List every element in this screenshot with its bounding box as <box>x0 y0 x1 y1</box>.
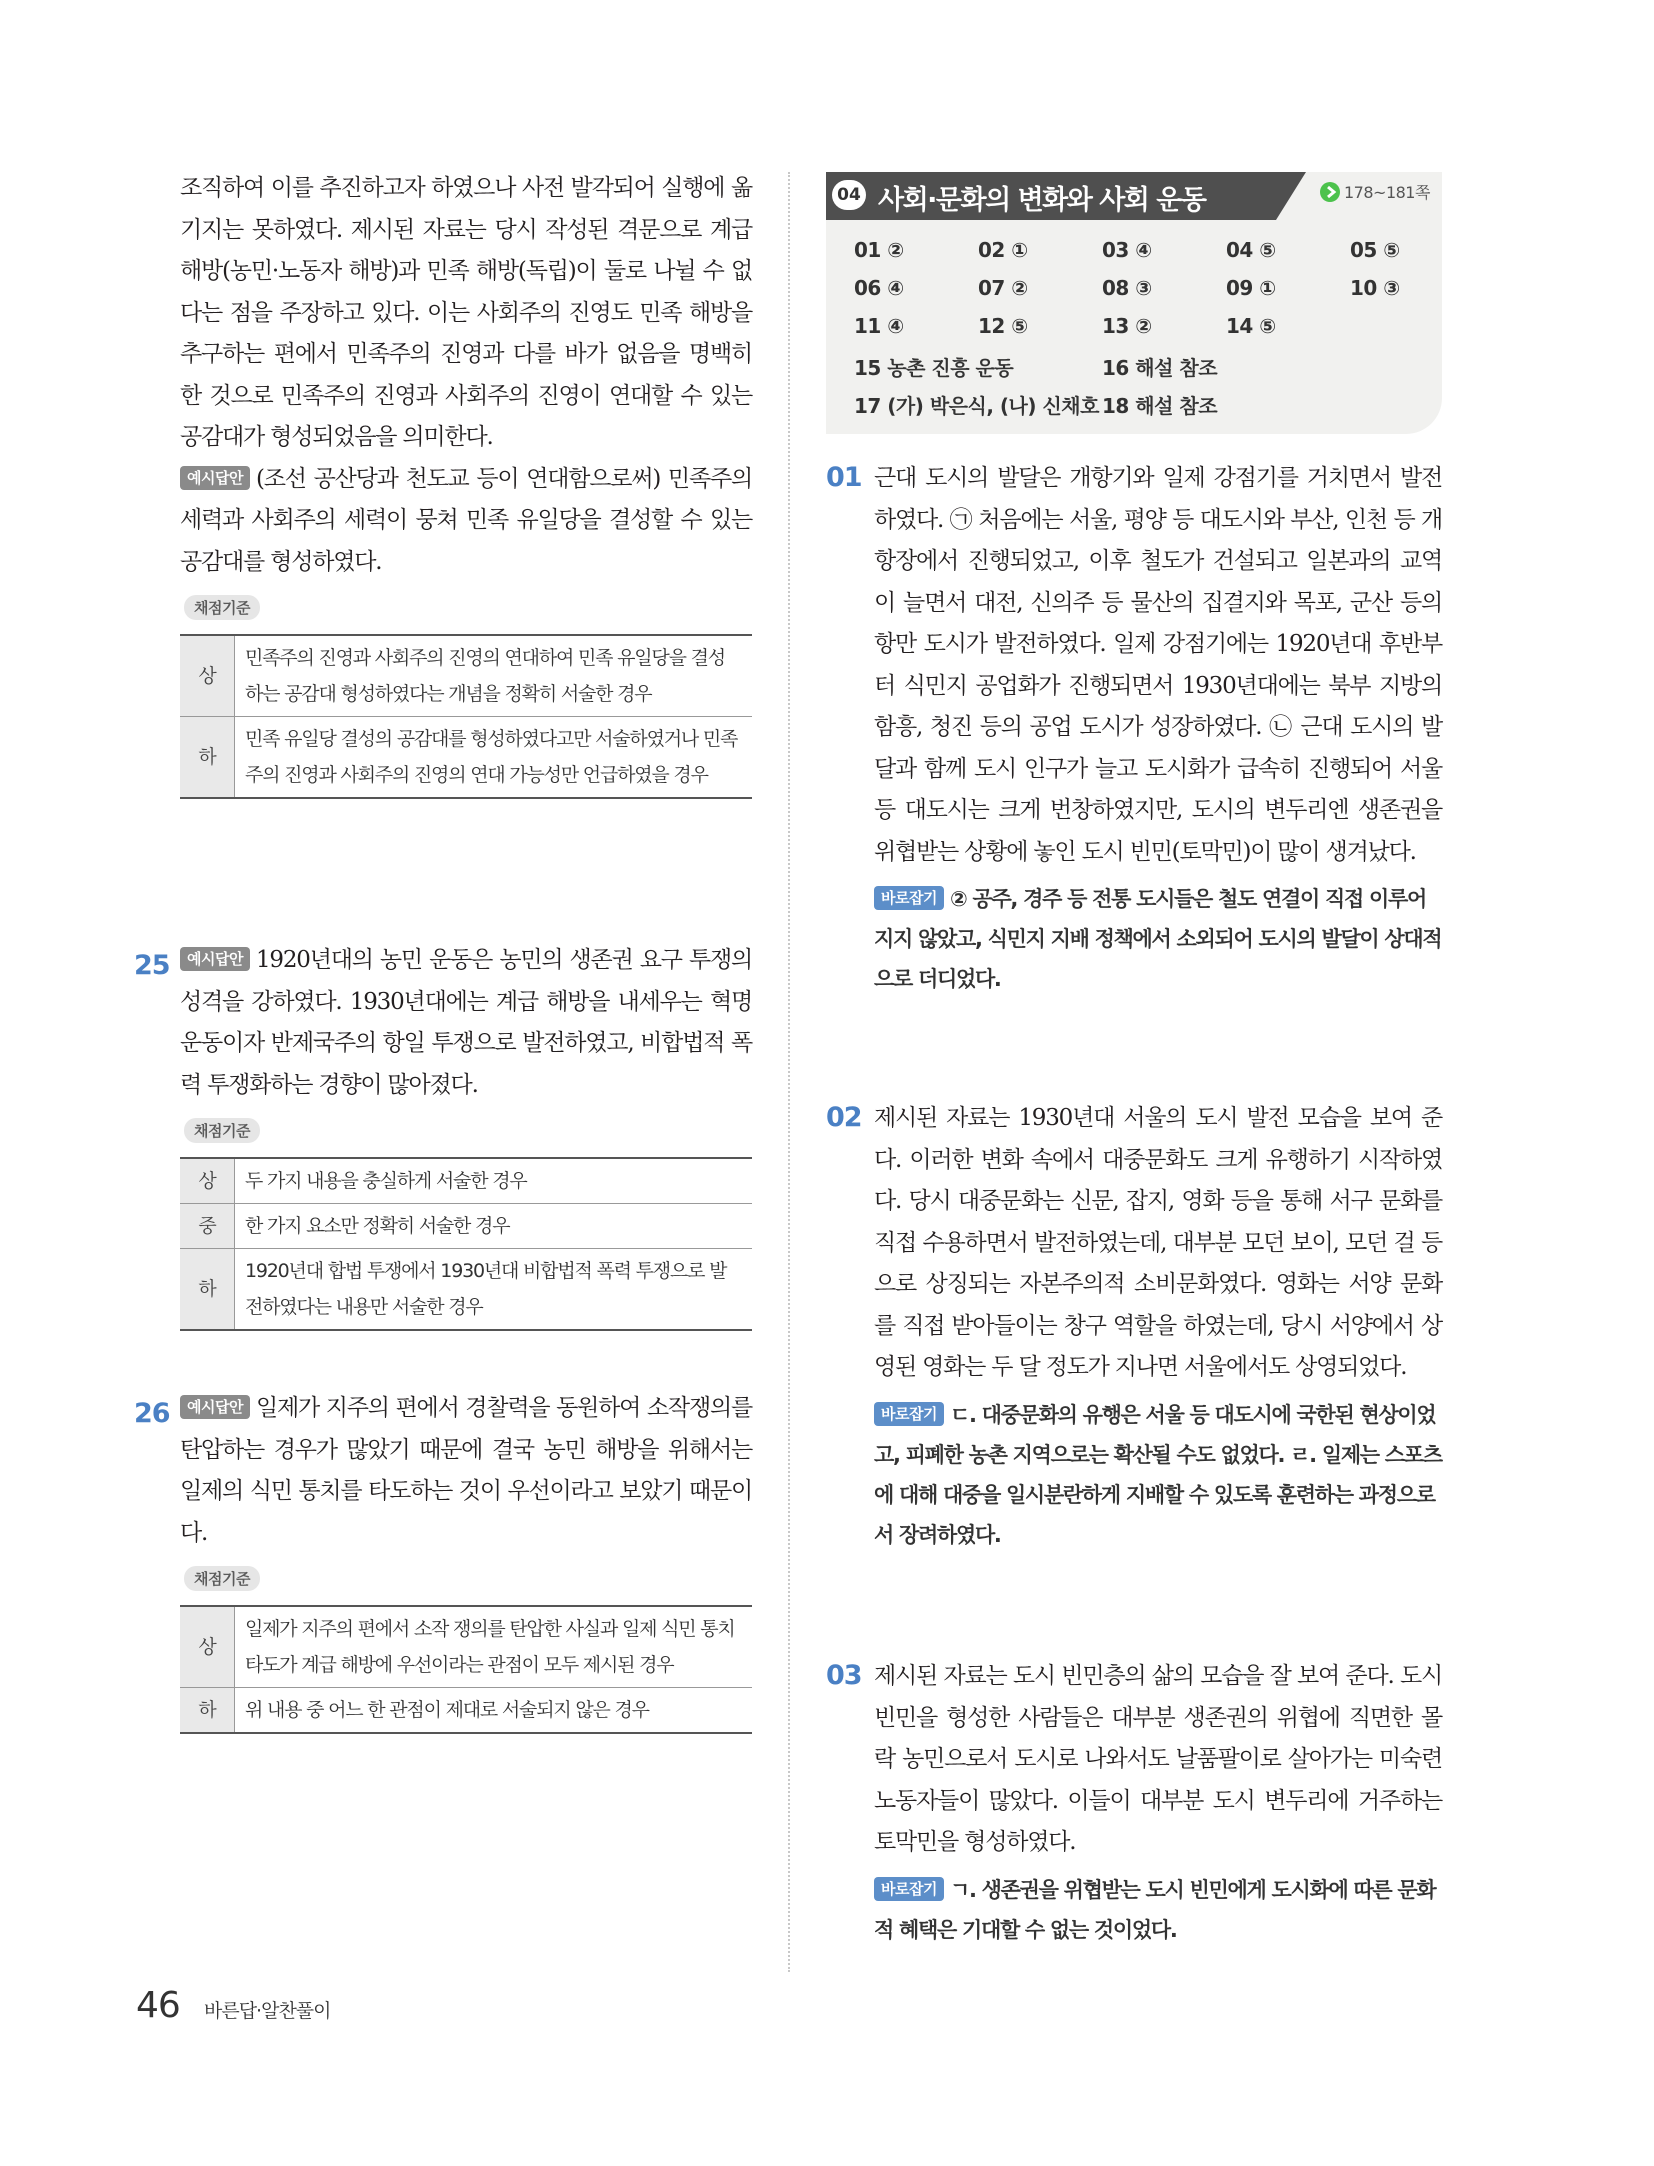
example-answer-tag: 예시답안 <box>180 466 250 490</box>
q02-text: 제시된 자료는 1930년대 서울의 도시 발전 모습을 보여 준다. 이러한 변화 속에서 대중문화도 크게 유행하기 시작하였다. 당시 대중문화는 신문, 잡지, 영화 등을 통해 서구 문화를 직접 수용하면서 발전하였는데, 대부분 모던 보이, 모던 걸 등으로 상징되는 자본주의적 소비문화였다. 영화는 서양 문화를 직접 받아들이는 창구 역할을 하였는데, 당시 서양에서 상영된 영화는 두 달 정도가 지나면 서울에서도 상영되었다. <box>874 1105 1442 1380</box>
answer-item: 18 해설 참조 <box>1102 394 1218 418</box>
q03-correction-text: ㄱ. 생존권을 위협받는 도시 빈민에게 도시화에 따른 문화적 혜택은 기대할 수 없는 것이었다. <box>874 1877 1436 1942</box>
q25-criteria-table <box>180 1157 752 1331</box>
answer-item: 03 ④ <box>1102 238 1152 262</box>
answer-box-header <box>826 172 1306 220</box>
example-answer-tag: 예시답안 <box>180 1395 250 1419</box>
q03-block <box>874 1656 1442 1950</box>
column-divider <box>788 172 790 1972</box>
criteria-text: 위 내용 중 어느 한 관점이 제대로 서술되지 않은 경우 <box>235 1688 753 1734</box>
criteria-row <box>180 717 752 799</box>
answer-item: 15 농촌 진흥 운동 <box>854 356 1014 380</box>
q01-block <box>874 458 1442 999</box>
question-number-03: 03 <box>826 1660 862 1691</box>
criteria-tag: 채점기준 <box>184 595 260 620</box>
answer-item: 11 ④ <box>854 314 904 338</box>
correction-tag: 바로잡기 <box>874 886 944 910</box>
q26-answer-text: 일제가 지주의 편에서 경찰력을 동원하여 소작쟁의를 탄압하는 경우가 많았기 때문에 결국 농민 해방을 위해서는 일제의 식민 통치를 타도하는 것이 우선이라고 보았기 때문이다. <box>180 1395 752 1546</box>
q24-answer-text: (조선 공산당과 천도교 등이 연대함으로써) 민족주의 세력과 사회주의 세력이 뭉쳐 민족 유일당을 결성할 수 있는 공감대를 형성하였다. <box>180 465 752 575</box>
criteria-row <box>180 635 752 717</box>
answer-item: 17 (가) 박은식, (나) 신채호 <box>854 394 1099 418</box>
criteria-level: 하 <box>180 717 235 799</box>
criteria-tag: 채점기준 <box>184 1566 260 1591</box>
answer-item: 06 ④ <box>854 276 904 300</box>
q01-correction-text: ② 공주, 경주 등 전통 도시들은 철도 연결이 직접 이루어지지 않았고, 식민지 지배 정책에서 소외되어 도시의 발달이 상대적으로 더디었다. <box>874 887 1442 991</box>
q03-correction <box>874 1870 1442 1950</box>
page-range <box>1320 180 1430 203</box>
q25-answer <box>180 940 752 1106</box>
answer-item: 05 ⑤ <box>1350 238 1400 262</box>
q01-correction <box>874 879 1442 999</box>
criteria-row <box>180 1606 752 1688</box>
book-title: 바른답·알찬풀이 <box>204 2000 331 2022</box>
criteria-tag: 채점기준 <box>184 1118 260 1143</box>
q02-block <box>874 1098 1442 1555</box>
q26-answer <box>180 1388 752 1554</box>
left-column <box>180 168 752 799</box>
answer-item: 13 ② <box>1102 314 1152 338</box>
page-range-text: 178~181쪽 <box>1344 183 1430 202</box>
q02-correction-text: ㄷ. 대중문화의 유행은 서울 등 대도시에 국한된 현상이었고, 피폐한 농촌 지역으로는 확산될 수도 없었다. ㄹ. 일제는 스포츠에 대해 대중을 일시분란하게 지배할 수 있도록 훈련하는 과정으로서 장려하였다. <box>874 1402 1442 1547</box>
answer-item: 14 ⑤ <box>1226 314 1276 338</box>
page-number: 46 <box>136 1985 180 2026</box>
criteria-text: 민족 유일당 결성의 공감대를 형성하였다고만 서술하였거나 민족주의 진영과 사회주의 진영의 연대 가능성만 언급하였을 경우 <box>235 717 753 799</box>
criteria-text: 1920년대 합법 투쟁에서 1930년대 비합법적 폭력 투쟁으로 발전하였다는 내용만 서술한 경우 <box>235 1249 753 1331</box>
question-number-26: 26 <box>134 1398 170 1429</box>
page-arrow-icon <box>1320 182 1340 202</box>
q03-text: 제시된 자료는 도시 빈민층의 삶의 모습을 잘 보여 준다. 도시 빈민을 형성한 사람들은 대부분 생존권의 위협에 직면한 몰락 농민으로서 도시로 나와서도 날품팔이로 살아가는 미숙련 노동자들이 많았다. 이들이 대부분 도시 변두리에 거주하는 토막민을 형성하였다. <box>874 1663 1442 1855</box>
question-number-01: 01 <box>826 462 862 493</box>
q26-block <box>180 1388 752 1734</box>
answer-item: 08 ③ <box>1102 276 1152 300</box>
criteria-row <box>180 1204 752 1249</box>
criteria-text: 민족주의 진영과 사회주의 진영의 연대하여 민족 유일당을 결성하는 공감대 형성하였다는 개념을 정확히 서술한 경우 <box>235 635 753 717</box>
q25-answer-text: 1920년대의 농민 운동은 농민의 생존권 요구 투쟁의 성격을 강하였다. 1930년대에는 계급 해방을 내세우는 혁명 운동이자 반제국주의 항일 투쟁으로 발전하였고, 비합법적 폭력 투쟁화하는 경향이 많아졌다. <box>180 947 752 1098</box>
criteria-level: 중 <box>180 1204 235 1249</box>
example-answer-tag: 예시답안 <box>180 947 250 971</box>
criteria-level: 상 <box>180 1158 235 1204</box>
question-number-25: 25 <box>134 950 170 981</box>
correction-tag: 바로잡기 <box>874 1877 944 1901</box>
intro-paragraph: 조직하여 이를 추진하고자 하였으나 사전 발각되어 실행에 옮기지는 못하였다. 제시된 자료는 당시 작성된 격문으로 계급 해방(농민·노동자 해방)과 민족 해방(독립)이 둘로 나뉠 수 없다는 점을 주장하고 있다. 이는 사회주의 진영도 민족 해방을 추구하는 편에서 민족주의 진영과 다를 바가 없음을 명백히 한 것으로 민족주의 진영과 사회주의 진영이 연대할 수 있는 공감대가 형성되었음을 의미한다. <box>180 175 752 450</box>
criteria-level: 하 <box>180 1249 235 1331</box>
answer-item: 01 ② <box>854 238 904 262</box>
criteria-row <box>180 1249 752 1331</box>
q24-criteria-table <box>180 634 752 799</box>
answer-item: 02 ① <box>978 238 1028 262</box>
q25-block <box>180 940 752 1331</box>
criteria-text: 두 가지 내용을 충실하게 서술한 경우 <box>235 1158 753 1204</box>
answer-item: 10 ③ <box>1350 276 1400 300</box>
q24-answer <box>180 459 752 584</box>
answer-item: 12 ⑤ <box>978 314 1028 338</box>
answer-item: 16 해설 참조 <box>1102 356 1218 380</box>
section-title: 사회·문화의 변화와 사회 운동 <box>878 185 1206 216</box>
q26-criteria-table <box>180 1605 752 1734</box>
q02-correction <box>874 1395 1442 1555</box>
criteria-text: 한 가지 요소만 정확히 서술한 경우 <box>235 1204 753 1249</box>
criteria-level: 하 <box>180 1688 235 1734</box>
question-number-02: 02 <box>826 1102 862 1133</box>
criteria-row <box>180 1158 752 1204</box>
criteria-level: 상 <box>180 635 235 717</box>
answer-item: 07 ② <box>978 276 1028 300</box>
criteria-text: 일제가 지주의 편에서 소작 쟁의를 탄압한 사실과 일제 식민 통치 타도가 계급 해방에 우선이라는 관점이 모두 제시된 경우 <box>235 1606 753 1688</box>
answer-item: 09 ① <box>1226 276 1276 300</box>
q01-text: 근대 도시의 발달은 개항기와 일제 강점기를 거치면서 발전하였다. ㉠ 처음에는 서울, 평양 등 대도시와 부산, 인천 등 개항장에서 진행되었고, 이후 철도가 건설되고 일본과의 교역이 늘면서 대전, 신의주 등 물산의 집결지와 목포, 군산 등의 항만 도시가 발전하였다. 일제 강점기에는 1920년대 후반부터 식민지 공업화가 진행되면서 1930년대에는 북부 지방의 함흥, 청진 등의 공업 도시가 성장하였다. ㉡ 근대 도시의 발달과 함께 도시 인구가 늘고 도시화가 급속히 진행되어 서울 등 대도시는 크게 번창하였지만, 도시의 변두리엔 생존권을 위협받는 상황에 놓인 도시 빈민(토막민)이 많이 생겨났다. <box>874 465 1442 865</box>
criteria-level: 상 <box>180 1606 235 1688</box>
criteria-row <box>180 1688 752 1734</box>
answer-item: 04 ⑤ <box>1226 238 1276 262</box>
correction-tag: 바로잡기 <box>874 1402 944 1426</box>
section-number: 04 <box>832 180 866 210</box>
